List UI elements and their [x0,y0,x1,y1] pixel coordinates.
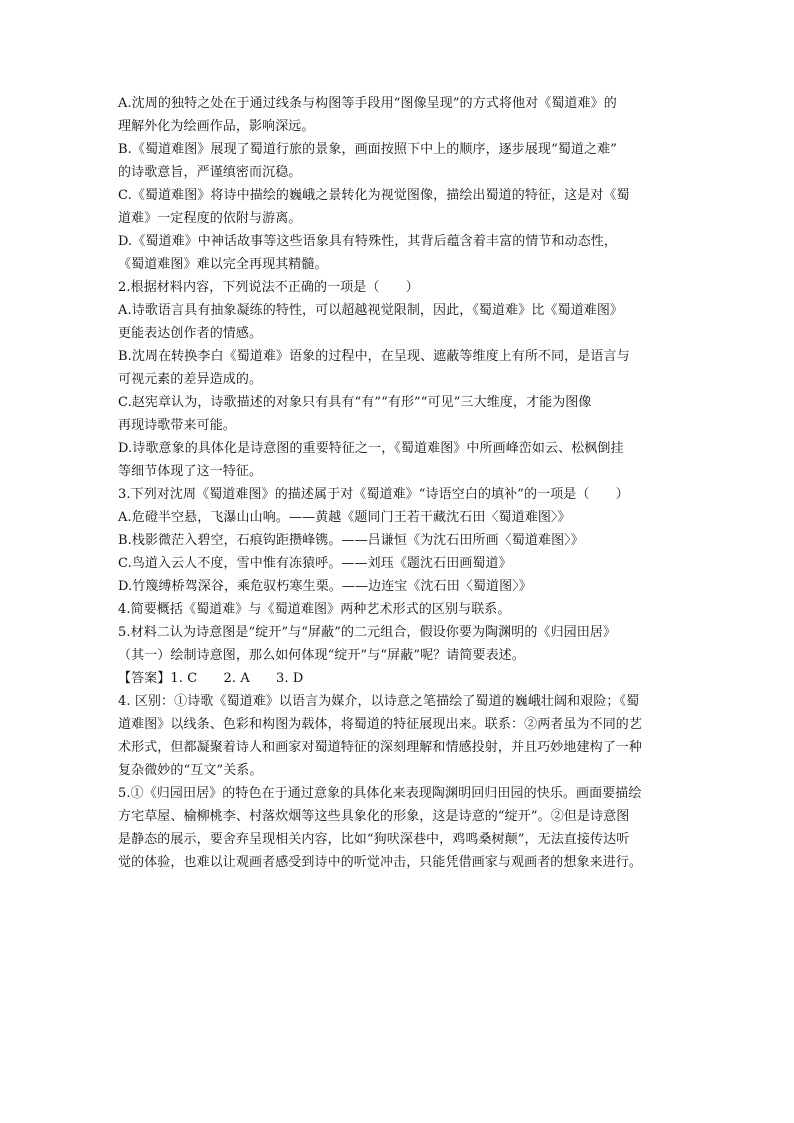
text-line: 复杂微妙的“互文”关系。 [118,763,263,778]
question-5: 5.材料二认为诗意图是“绽开”与“屏蔽”的二元组合，假设你要为陶渊明的《归园田居》 [118,625,617,640]
text-line: C.鸟道入云人不度，雪中惟有冻猿呼。——刘珏《题沈石田画蜀道》 [118,556,512,571]
text-line: 方宅草屋、榆柳桃李、村落炊烟等这些具象化的形象，这是诗意的“绽开”。②但是诗意图 [118,809,630,824]
text-line: C.赵宪章认为，诗歌描述的对象只有具有“有”“有形”“可见”三大维度，才能为图像 [118,395,592,410]
text-line: C.《蜀道难图》将诗中描绘的巍峨之景转化为视觉图像，描绘出蜀道的特征，这是对《蜀 [118,188,630,203]
question-2: 2.根据材料内容，下列说法不正确的一项是（ ） [118,280,419,295]
answer-4: 4. 区别：①诗歌《蜀道难》以语言为媒介，以诗意之笔描绘了蜀道的巍峨壮阔和艰险；《蜀 [118,694,640,709]
text-line: 可视元素的差异造成的。 [118,372,263,387]
answer-5: 5.①《归园田居》的特色在于通过意象的具体化来表现陶渊明回归田园的快乐。画面要描绘 [118,786,642,801]
text-line: 觉的体验，也难以让观画者感受到诗中的听觉冲击，只能凭借画家与观画者的想象来进行。 [118,855,643,870]
text-line: D.《蜀道难》中神话故事等这些语象具有特殊性，其背后蕴含着丰富的情节和动态性， [118,234,617,249]
text-line: A.沈周的独特之处在于通过线条与构图等手段用“图像呈现”的方式将他对《蜀道难》的 [118,96,617,111]
text-line: 理解外化为绘画作品，影响深远。 [118,119,315,134]
text-line: 道难图》以线条、色彩和构图为载体，将蜀道的特征展现出来。联系：②两者虽为不同的艺 [118,717,643,732]
text-line: B.《蜀道难图》展现了蜀道行旅的景象，画面按照下中上的顺序，逐步展现“蜀道之难” [118,142,617,157]
text-line: 《蜀道难图》难以完全再现其精髓。 [118,257,328,272]
text-line: 再现诗歌带来可能。 [118,418,236,433]
question-4: 4.简要概括《蜀道难》与《蜀道难图》两种艺术形式的区别与联系。 [118,602,511,617]
text-line: A.诗歌语言具有抽象凝练的特性，可以超越视觉限制，因此，《蜀道难》比《蜀道难图》 [118,303,624,318]
text-line: B.沈周在转换李白《蜀道难》语象的过程中，在呈现、遮蔽等维度上有所不同，是语言与 [118,349,630,364]
text-line: 的诗歌意旨，严谨缜密而沉稳。 [118,165,302,180]
text-line: D.竹篾缚桥驾深谷，乘危驭朽寒生栗。——边连宝《沈石田〈蜀道图〉》 [118,579,532,594]
text-line: D.诗歌意象的具体化是诗意图的重要特征之一，《蜀道难图》中所画峰峦如云、松枫倒挂 [118,441,624,456]
text-line: 更能表达创作者的情感。 [118,326,263,341]
text-line: 等细节体现了这一特征。 [118,464,263,479]
text-line: A.危磴半空悬，飞瀑山山响。——黄越《题同门王若干藏沈石田〈蜀道难图〉》 [118,510,571,525]
text-line: 术形式，但都凝聚着诗人和画家对蜀道特征的深刻理解和情感投射，并且巧妙地建构了一种 [118,740,643,755]
text-line: B.栈影微茫入碧空，石痕钩距攒峰镌。——吕谦恒《为沈石田所画〈蜀道难图〉》 [118,533,584,548]
answer-line: 【答案】1. C 2. A 3. D [118,671,304,686]
document-body [118,92,682,874]
text-line: 是静态的展示，要舍弃呈现相关内容，比如“狗吠深巷中，鸡鸣桑树颠”，无法直接传达听 [118,832,630,847]
question-3: 3.下列对沈周《蜀道难图》的描述属于对《蜀道难》“诗语空白的填补”的一项是（ ） [118,487,629,502]
text-line: （其一）绘制诗意图，那么如何体现“绽开”与“屏蔽”呢？请简要表述。 [118,648,525,663]
text-line: 道难》一定程度的依附与游离。 [118,211,302,226]
